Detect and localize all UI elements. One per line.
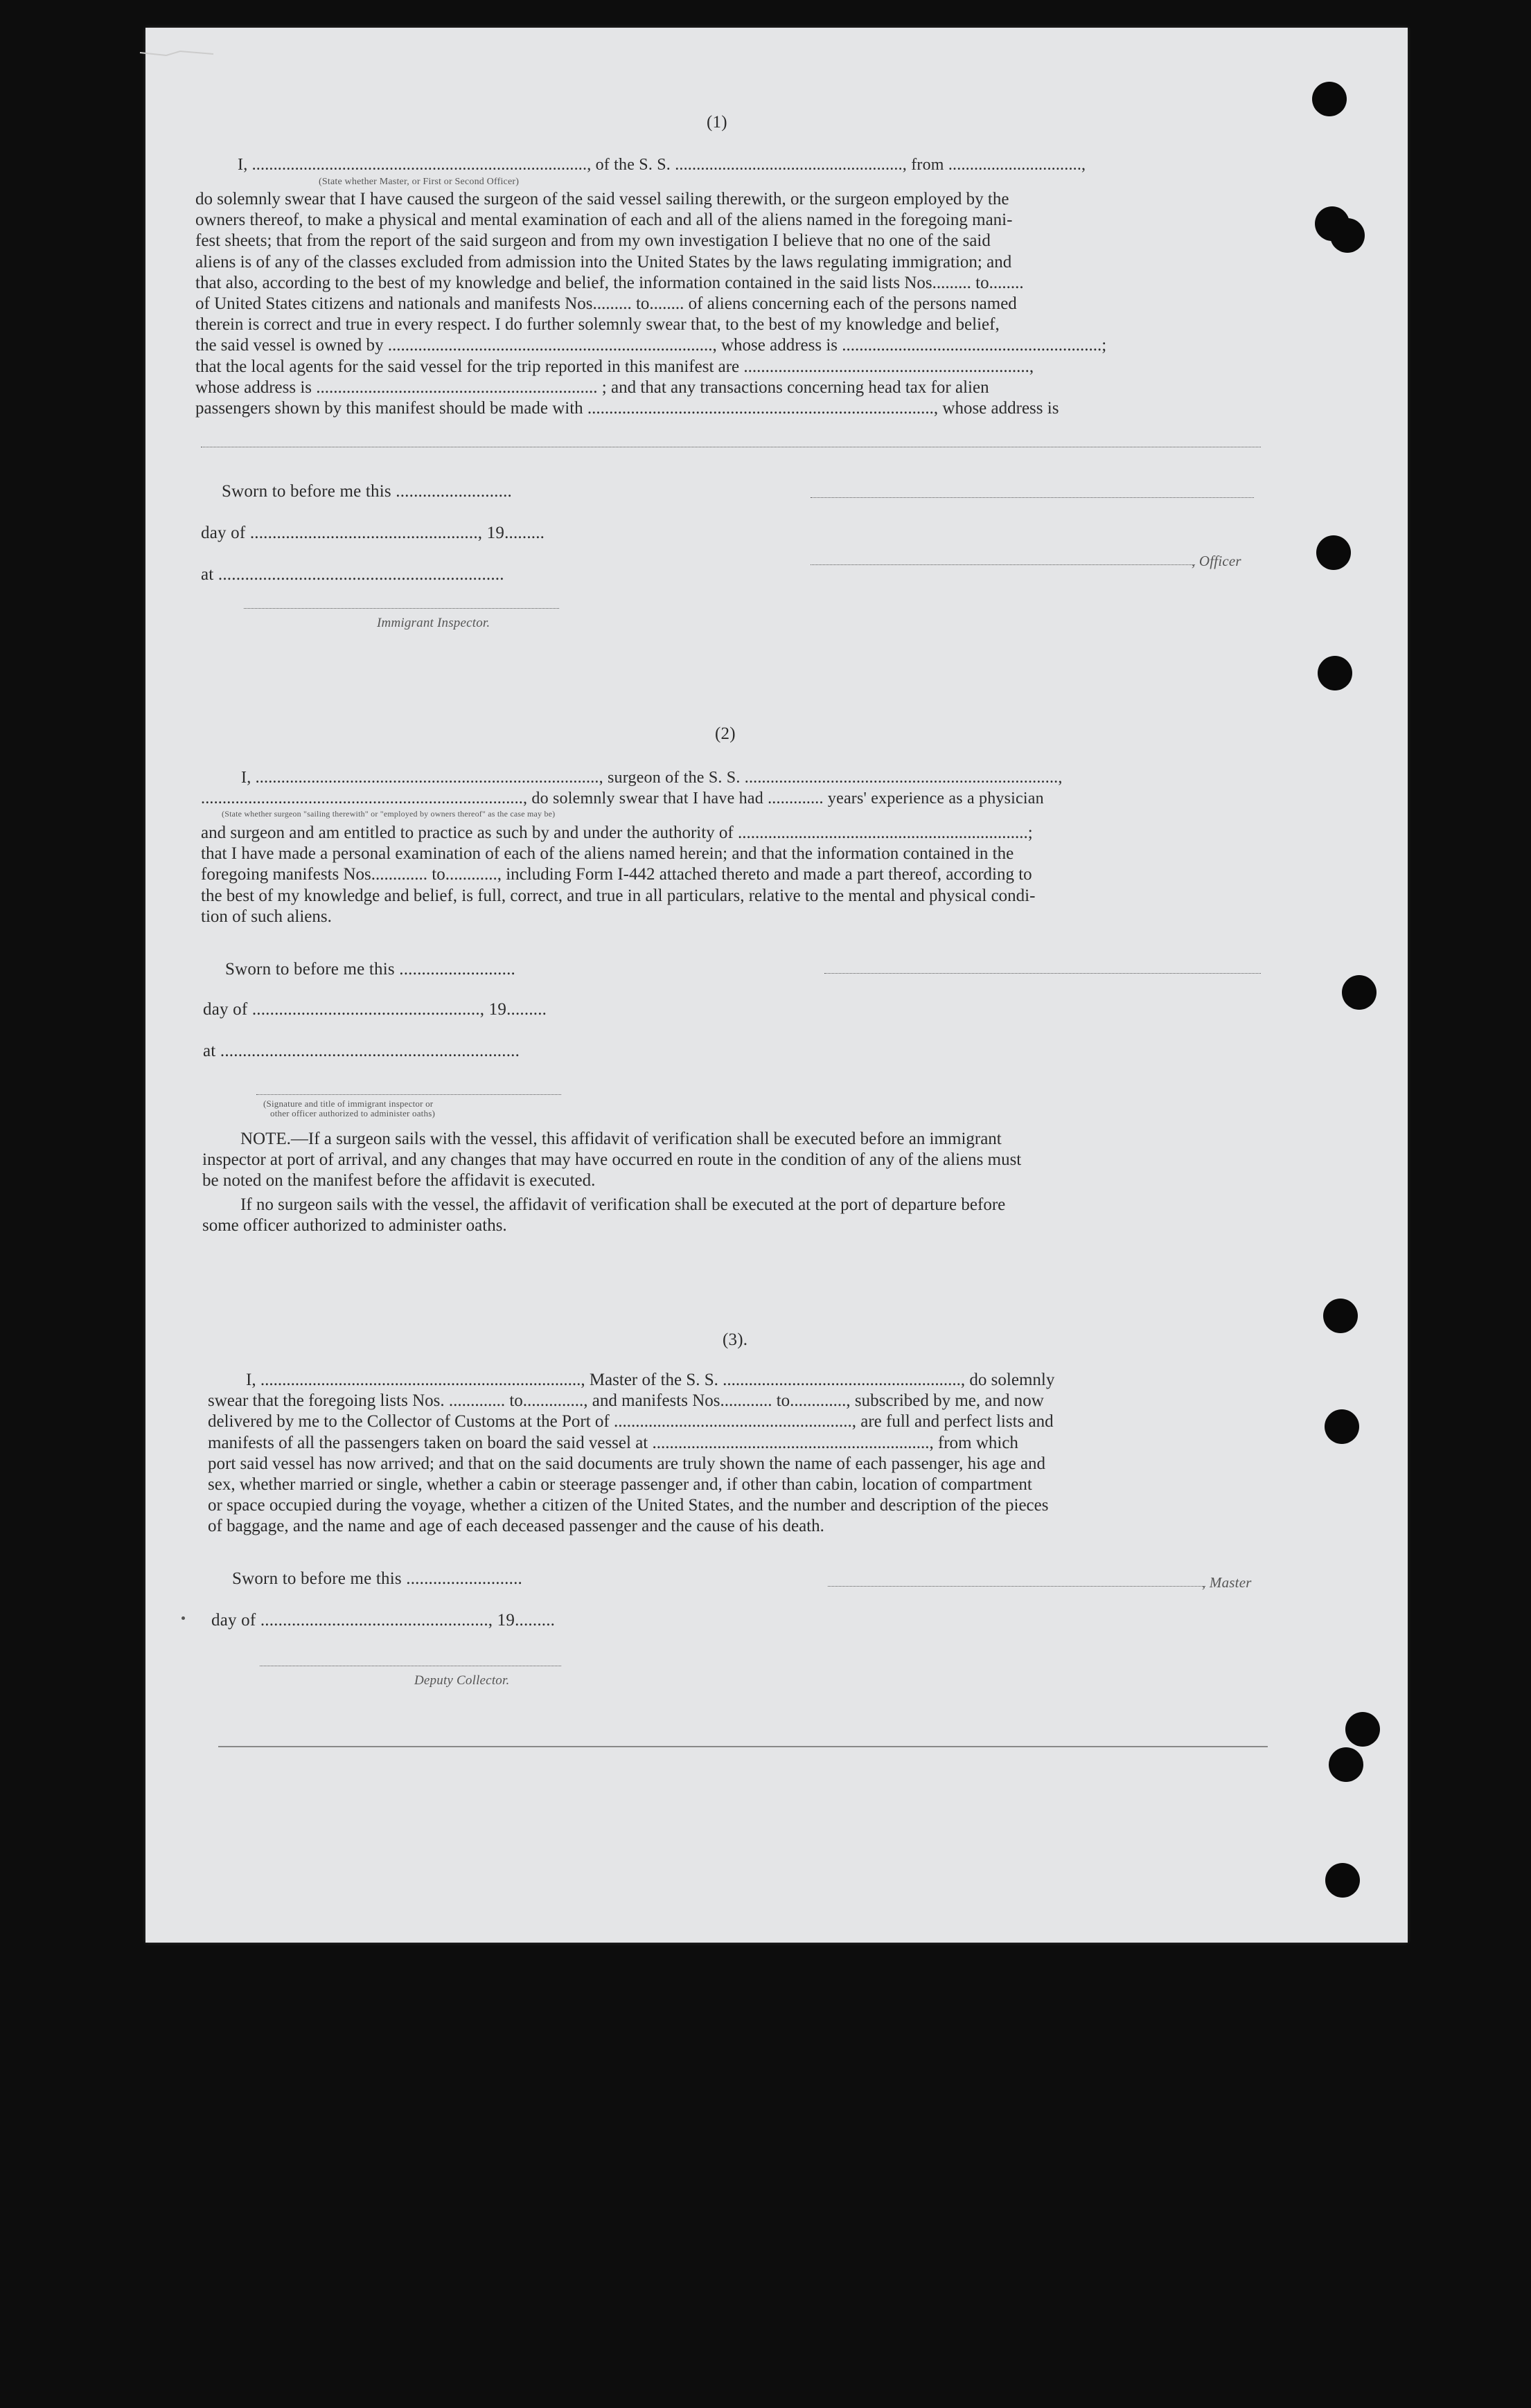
punch-hole xyxy=(1312,82,1347,116)
section1-paragraph: do solemnly swear that I have caused the surgeon of the said vessel sailing therewith, or the surgeon employed by the owners thereof, to make a physical and mental examination of each and all of the aliens named in the foregoing mani- fest sheets; that from the report of the said surgeon and from my own investigation I believe that no one of the said aliens is of any of the classes excluded from admission into the United States by the laws regulating immigration; and that also, according to the best of my knowledge and belief, the information contained in the said lists Nos......... to........ of United States citizens and nationals and manifests Nos......... to........ of aliens concerning each of the persons named therein is correct and true in every respect. I do further solemnly swear that, to the best of my knowledge and belief, the said vessel is owned by ..........................................................................., whose address is ............................................................; that the local agents for the said vessel for the trip reported in this manifest are .................................................................., whose address is ................................................................. ; and that any transactions concerning head tax for alien passengers shown by this manifest should be made with ................................................................................, whose address is xyxy=(195,190,1107,418)
inspector-label: Immigrant Inspector. xyxy=(377,616,490,630)
section3-sworn: Sworn to before me this .......................... xyxy=(232,1569,522,1588)
section1-line1: I, .............................................................................., of the S. S. ....................................................., from ..............................., xyxy=(238,156,1086,174)
section1-day: day of ..................................................., 19......... xyxy=(201,524,545,542)
section-number-1: (1) xyxy=(707,113,727,132)
punch-hole xyxy=(1318,656,1352,690)
section-number-2: (2) xyxy=(715,724,736,743)
collector-label: Deputy Collector. xyxy=(414,1673,510,1688)
section-number-3: (3). xyxy=(723,1330,748,1349)
section3-paragraph: I, .........................................................................., Master of the S. S. ......................................................., do solemnly swear that the foregoing lists Nos. ............. to.............., and manifests Nos............ to............., subscribed by me, and now delivered by me to the Collector of Customs at the Port of ......................................................., are full and perfect lists and manifests of all the passengers taken on board the said vessel at ................................................................, from which port said vessel has now arrived; and that on the said documents are truly shown the name of each passenger, his age and sex, whether married or single, whether a cabin or steerage passenger and, if other than cabin, location of compartment or space occupied during the voyage, whether a citizen of the United States, and the number and description of the pieces of baggage, and the name and age of each deceased passenger and the cause of his death. xyxy=(208,1371,1055,1536)
section2-line1: I, ................................................................................, surgeon of the S. S. ........................................................................., xyxy=(241,769,1063,787)
punch-hole xyxy=(1325,1409,1359,1444)
officer-label: , Officer xyxy=(1192,553,1241,569)
inspector-signature-line xyxy=(244,608,559,609)
section2-signature-caption-2: other officer authorized to administer oaths) xyxy=(270,1108,435,1118)
section3-day: day of ..................................................., 19......... xyxy=(211,1611,556,1630)
note-paragraph: NOTE.—If a surgeon sails with the vessel, this affidavit of verification shall be executed before an immigrant inspector at port of arrival, and any changes that may have occurred en route in the condition of any of the aliens must be noted on the manifest before the affidavit is executed. xyxy=(202,1130,1022,1190)
section1-at: at ................................................................ xyxy=(201,565,504,584)
section2-signature-caption-1: (Signature and title of immigrant inspector or xyxy=(263,1098,434,1109)
margin-dot xyxy=(182,1616,185,1620)
section2-caption: (State whether surgeon "sailing therewith" or "employed by owners thereof" as the case may be) xyxy=(222,809,556,819)
section2-at: at ................................................................... xyxy=(203,1042,520,1060)
punch-hole xyxy=(1342,975,1377,1010)
note-paragraph-2: If no surgeon sails with the vessel, the affidavit of verification shall be executed at the port of departure before some officer authorized to administer oaths. xyxy=(202,1195,1006,1236)
punch-hole xyxy=(1323,1299,1358,1333)
punch-hole xyxy=(1325,1863,1360,1898)
document-page xyxy=(145,28,1408,1943)
section1-sworn: Sworn to before me this .......................... xyxy=(222,482,512,501)
punch-hole xyxy=(1345,1712,1380,1747)
master-signature-line xyxy=(828,1586,1205,1587)
scratch-mark xyxy=(139,48,215,58)
officer-signature-line xyxy=(811,564,1195,565)
punch-hole xyxy=(1330,218,1365,253)
section1-signature-line-top xyxy=(811,497,1254,498)
punch-hole xyxy=(1316,535,1351,570)
section2-day: day of ..................................................., 19......... xyxy=(203,1000,547,1019)
fold-line xyxy=(218,1746,1268,1747)
section1-caption: (State whether Master, or First or Second Officer) xyxy=(319,177,520,187)
officer-signature-line-2 xyxy=(256,1094,561,1095)
section2-line2: ..........................................................................., do solemnly swear that I have had ............. years' experience as a physician xyxy=(201,790,1044,808)
punch-hole xyxy=(1329,1747,1363,1782)
section2-sworn: Sworn to before me this .......................... xyxy=(225,960,515,979)
master-label: , Master xyxy=(1202,1574,1252,1591)
section2-paragraph: and surgeon and am entitled to practice as such by and under the authority of ...................................................................; that I have made a personal examination of each of the aliens named herein; and that the information contained in the foregoing manifests Nos............. to............, including Form I-442 attached thereto and made a part thereof, according to the best of my knowledge and belief, is full, correct, and true in all particulars, relative to the mental and physical condi- tion of such aliens. xyxy=(201,823,1036,926)
surgeon-signature-line xyxy=(824,973,1261,974)
